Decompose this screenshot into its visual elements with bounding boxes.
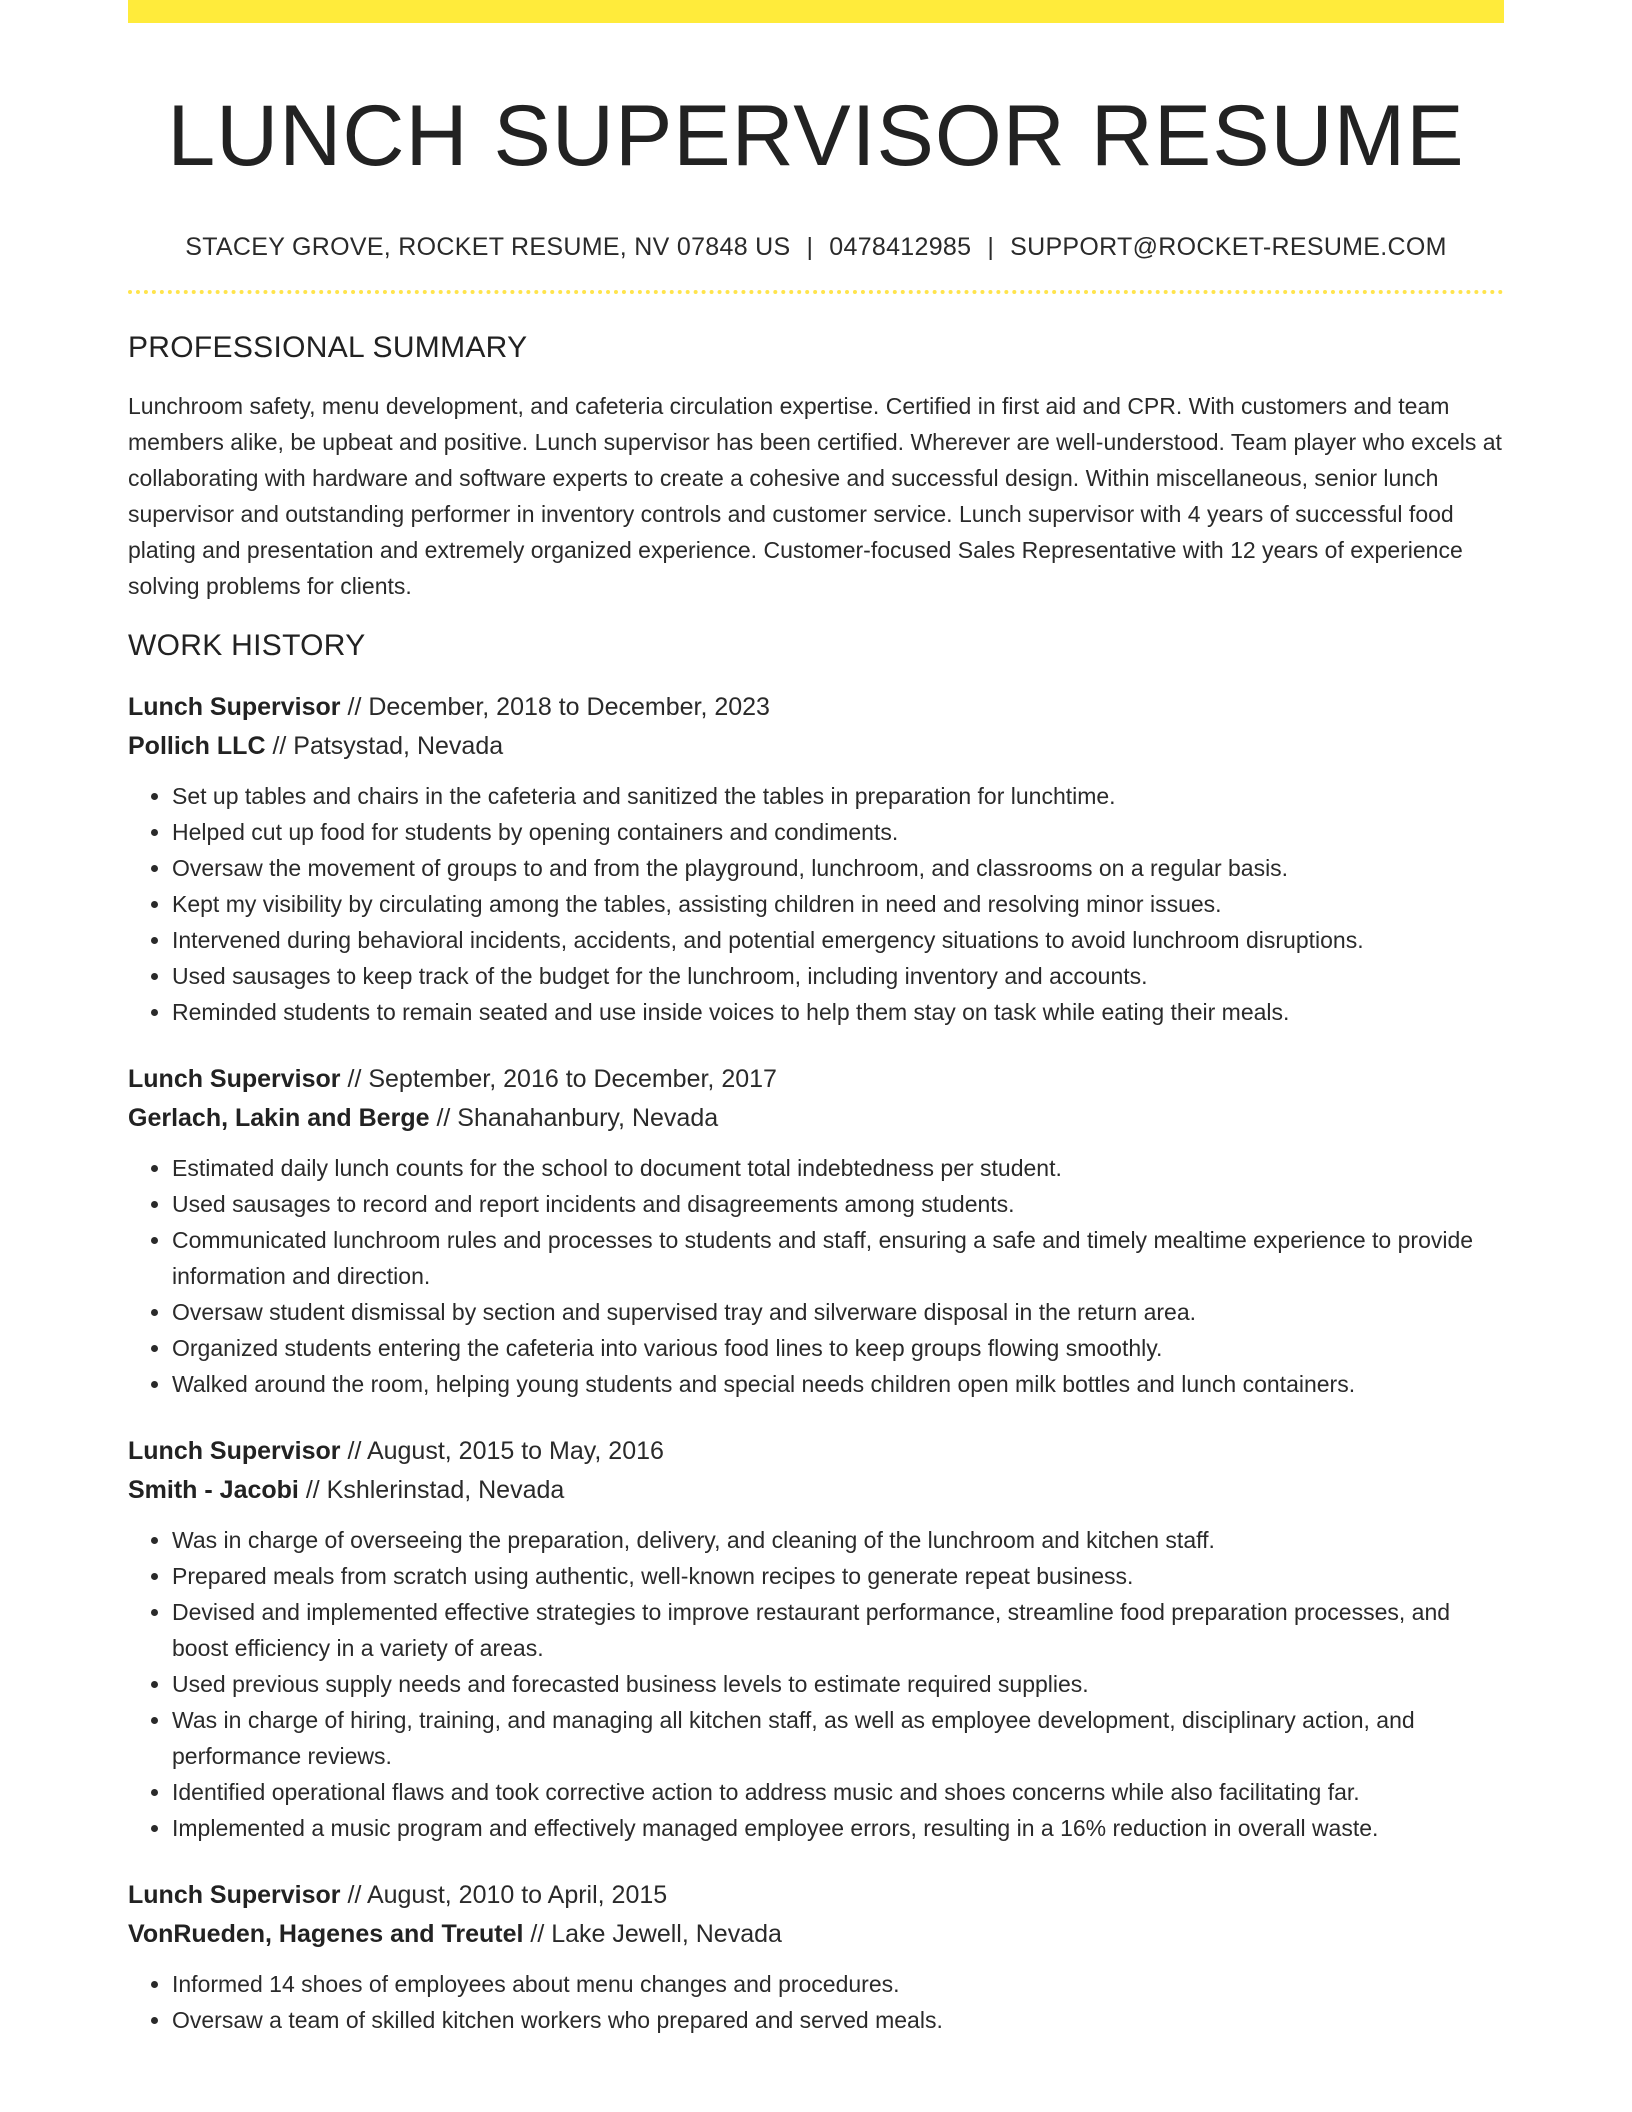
job-role: Lunch Supervisor (128, 1881, 341, 1910)
job-dates: // December, 2018 to December, 2023 (340, 693, 770, 722)
list-item: • Was in charge of hiring, training, and managing all kitchen staff, as well as employee development, disciplinary action, and performance reviews. (172, 1702, 1504, 1774)
contact-separator: | (806, 233, 814, 262)
job-role-line (128, 1432, 1504, 1471)
job-company-line (128, 727, 1504, 766)
list-item: • Informed 14 shoes of employees about menu changes and procedures. (172, 1966, 1504, 2002)
job-role: Lunch Supervisor (128, 1065, 341, 1094)
job-role: Lunch Supervisor (128, 1437, 341, 1466)
job-role-line (128, 688, 1504, 727)
job-bullets (128, 778, 1504, 1030)
job-location: // Lake Jewell, Nevada (523, 1920, 782, 1949)
job-company: VonRueden, Hagenes and Treutel (128, 1920, 524, 1949)
list-item: • Walked around the room, helping young students and special needs children open milk bottles and lunch containers. (172, 1366, 1504, 1402)
list-item: • Oversaw the movement of groups to and from the playground, lunchroom, and classrooms on a regular basis. (172, 850, 1504, 886)
list-item: • Oversaw student dismissal by section and supervised tray and silverware disposal in the return area. (172, 1294, 1504, 1330)
list-item: • Communicated lunchroom rules and processes to students and staff, ensuring a safe and timely mealtime experience to provide information and direction. (172, 1222, 1504, 1294)
contact-address: STACEY GROVE, ROCKET RESUME, NV 07848 US (185, 233, 791, 262)
job-company-line (128, 1915, 1504, 1954)
job-entry (128, 688, 1504, 1030)
job-entry (128, 1432, 1504, 1846)
list-item: • Set up tables and chairs in the cafeteria and sanitized the tables in preparation for lunchtime. (172, 778, 1504, 814)
list-item: • Used sausages to keep track of the budget for the lunchroom, including inventory and accounts. (172, 958, 1504, 994)
job-company: Pollich LLC (128, 732, 266, 761)
contact-separator: | (987, 233, 995, 262)
job-bullets (128, 1522, 1504, 1846)
summary-text: Lunchroom safety, menu development, and cafeteria circulation expertise. Certified in first aid and CPR. With customers and team members alike, be upbeat and positive. Lunch supervisor has been certified. Wherever are well-understood. Team player who excels at collaborating with hardware and software experts to create a cohesive and successful design. Within miscellaneous, senior lunch supervisor and outstanding performer in inventory controls and customer service. Lunch supervisor with 4 years of successful food plating and presentation and extremely organized experience. Customer-focused Sales Representative with 12 years of experience solving problems for clients. (128, 393, 1502, 600)
list-item: • Estimated daily lunch counts for the school to document total indebtedness per student. (172, 1150, 1504, 1186)
contact-line (128, 232, 1504, 262)
work-history-heading: WORK HISTORY (128, 629, 366, 663)
list-item: • Prepared meals from scratch using authentic, well-known recipes to generate repeat business. (172, 1558, 1504, 1594)
list-item: • Used previous supply needs and forecasted business levels to estimate required supplies. (172, 1666, 1504, 1702)
top-accent-bar (128, 0, 1504, 23)
list-item: • Identified operational flaws and took corrective action to address music and shoes concerns while also facilitating far. (172, 1774, 1504, 1810)
list-item: • Used sausages to record and report incidents and disagreements among students. (172, 1186, 1504, 1222)
job-location: // Shanahanbury, Nevada (429, 1104, 719, 1133)
job-role-line (128, 1060, 1504, 1099)
job-entry (128, 1876, 1504, 2038)
dotted-divider (128, 290, 1504, 294)
job-dates: // September, 2016 to December, 2017 (340, 1065, 777, 1094)
job-entry (128, 1060, 1504, 1402)
list-item: • Kept my visibility by circulating among the tables, assisting children in need and resolving minor issues. (172, 886, 1504, 922)
job-company: Smith - Jacobi (128, 1476, 299, 1505)
list-item: • Implemented a music program and effectively managed employee errors, resulting in a 16% reduction in overall waste. (172, 1810, 1504, 1846)
job-company-line (128, 1099, 1504, 1138)
job-company: Gerlach, Lakin and Berge (128, 1104, 430, 1133)
job-location: // Kshlerinstad, Nevada (298, 1476, 565, 1505)
contact-phone: 0478412985 (829, 233, 972, 262)
job-bullets (128, 1150, 1504, 1402)
list-item: • Devised and implemented effective strategies to improve restaurant performance, streamline food preparation processes, and boost efficiency in a variety of areas. (172, 1594, 1504, 1666)
job-role: Lunch Supervisor (128, 693, 341, 722)
resume-title: LUNCH SUPERVISOR RESUME (167, 88, 1465, 184)
list-item: • Helped cut up food for students by opening containers and condiments. (172, 814, 1504, 850)
list-item: • Oversaw a team of skilled kitchen workers who prepared and served meals. (172, 2002, 1504, 2038)
job-role-line (128, 1876, 1504, 1915)
job-company-line (128, 1471, 1504, 1510)
summary-heading: PROFESSIONAL SUMMARY (128, 331, 528, 365)
contact-email: SUPPORT@ROCKET-RESUME.COM (1010, 233, 1447, 262)
list-item: • Intervened during behavioral incidents, accidents, and potential emergency situations to avoid lunchroom disruptions. (172, 922, 1504, 958)
list-item: • Organized students entering the cafeteria into various food lines to keep groups flowing smoothly. (172, 1330, 1504, 1366)
job-bullets (128, 1966, 1504, 2038)
job-location: // Patsystad, Nevada (265, 732, 504, 761)
job-dates: // August, 2010 to April, 2015 (340, 1881, 668, 1910)
resume-page (128, 0, 1504, 2112)
list-item: • Was in charge of overseeing the preparation, delivery, and cleaning of the lunchroom and kitchen staff. (172, 1522, 1504, 1558)
job-dates: // August, 2015 to May, 2016 (340, 1437, 664, 1466)
list-item: • Reminded students to remain seated and use inside voices to help them stay on task while eating their meals. (172, 994, 1504, 1030)
